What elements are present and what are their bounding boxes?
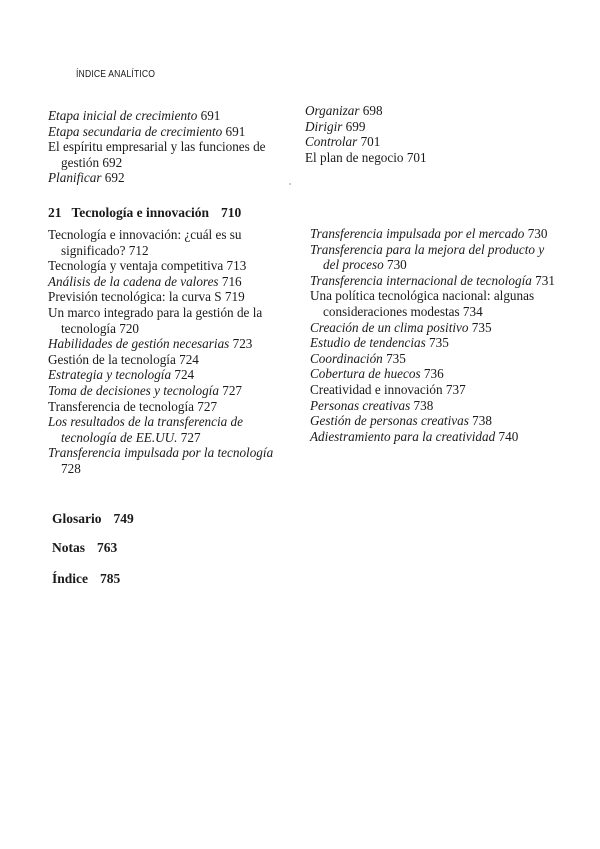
chapter-left-column — [48, 227, 278, 477]
index-entry: Organizar 698 — [305, 103, 383, 118]
index-entry: Transferencia impulsada por el mercado 730 — [310, 226, 548, 241]
index-entry: Estudio de tendencias 735 — [310, 335, 449, 351]
index-entry: Transferencia impulsada por la tecnología 728 — [48, 445, 274, 476]
index-entry: Los resultados de la transferencia de tecnología de EE.UU. 727 — [48, 414, 243, 445]
index-entry: Gestión de la tecnología 724 — [48, 351, 199, 367]
index-entry: El plan de negocio 701 — [305, 149, 427, 165]
index-entry: Un marco integrado para la gestión de la tecnología 720 — [48, 304, 263, 336]
index-entry: Tecnología y ventaja competitiva 713 — [48, 258, 247, 274]
index-entry: Controlar 701 — [305, 134, 381, 150]
index-entry: Personas creativas 738 — [310, 397, 434, 413]
back-matter-notas — [52, 540, 117, 556]
chapter-title: Tecnología e innovación — [71, 205, 210, 220]
index-entry: Transferencia internacional de tecnología 731 — [310, 272, 555, 288]
chapter-right-column — [310, 226, 555, 444]
stray-dot — [289, 183, 291, 185]
index-entry: Transferencia de tecnología 727 — [48, 398, 218, 414]
back-matter-label: Glosario — [52, 511, 102, 526]
chapter-heading — [48, 205, 241, 221]
index-entry: Previsión tecnológica: la curva S 719 — [48, 289, 245, 305]
chapter-page: 710 — [221, 205, 242, 220]
index-entry: Adiestramiento para la creatividad 740 — [310, 428, 519, 444]
index-entry: Una política tecnológica nacional: algunas consideraciones modestas 734 — [310, 288, 535, 319]
index-entry: Etapa secundaria de crecimiento 691 — [48, 123, 246, 139]
index-entry: Coordinación 735 — [310, 350, 406, 366]
index-entry: Análisis de la cadena de valores 716 — [48, 273, 242, 289]
chapter-number: 21 — [48, 205, 62, 220]
index-entry: Tecnología e innovación: ¿cuál es su significado? 712 — [48, 227, 242, 258]
index-entry: Dirigir 699 — [305, 118, 366, 134]
back-matter-label: Notas — [52, 540, 85, 555]
index-entry: El espíritu empresarial y las funciones de gestión 692 — [48, 139, 266, 170]
back-matter-page: 763 — [97, 540, 118, 555]
top-left-column — [48, 108, 288, 186]
back-matter-page: 749 — [113, 511, 134, 526]
index-entry: Estrategia y tecnología 724 — [48, 367, 195, 383]
index-entry: Cobertura de huecos 736 — [310, 366, 444, 382]
index-entry: Transferencia para la mejora del producto y del proceso 730 — [310, 241, 545, 273]
back-matter-page: 785 — [100, 571, 121, 586]
index-entry: Habilidades de gestión necesarias 723 — [48, 336, 253, 352]
index-entry: Etapa inicial de crecimiento 691 — [48, 108, 221, 123]
back-matter-indice — [52, 571, 120, 587]
index-entry: Creación de un clima positivo 735 — [310, 319, 492, 335]
index-entry: Gestión de personas creativas 738 — [310, 413, 492, 429]
back-matter-label: Índice — [52, 571, 89, 586]
index-entry: Planificar 692 — [48, 170, 125, 186]
index-entry: Creatividad e innovación 737 — [310, 381, 466, 397]
index-entry: Toma de decisiones y tecnología 727 — [48, 382, 242, 398]
back-matter-glosario — [52, 511, 134, 527]
top-right-column — [305, 103, 555, 165]
running-header: ÍNDICE ANALÍTICO — [76, 68, 156, 80]
